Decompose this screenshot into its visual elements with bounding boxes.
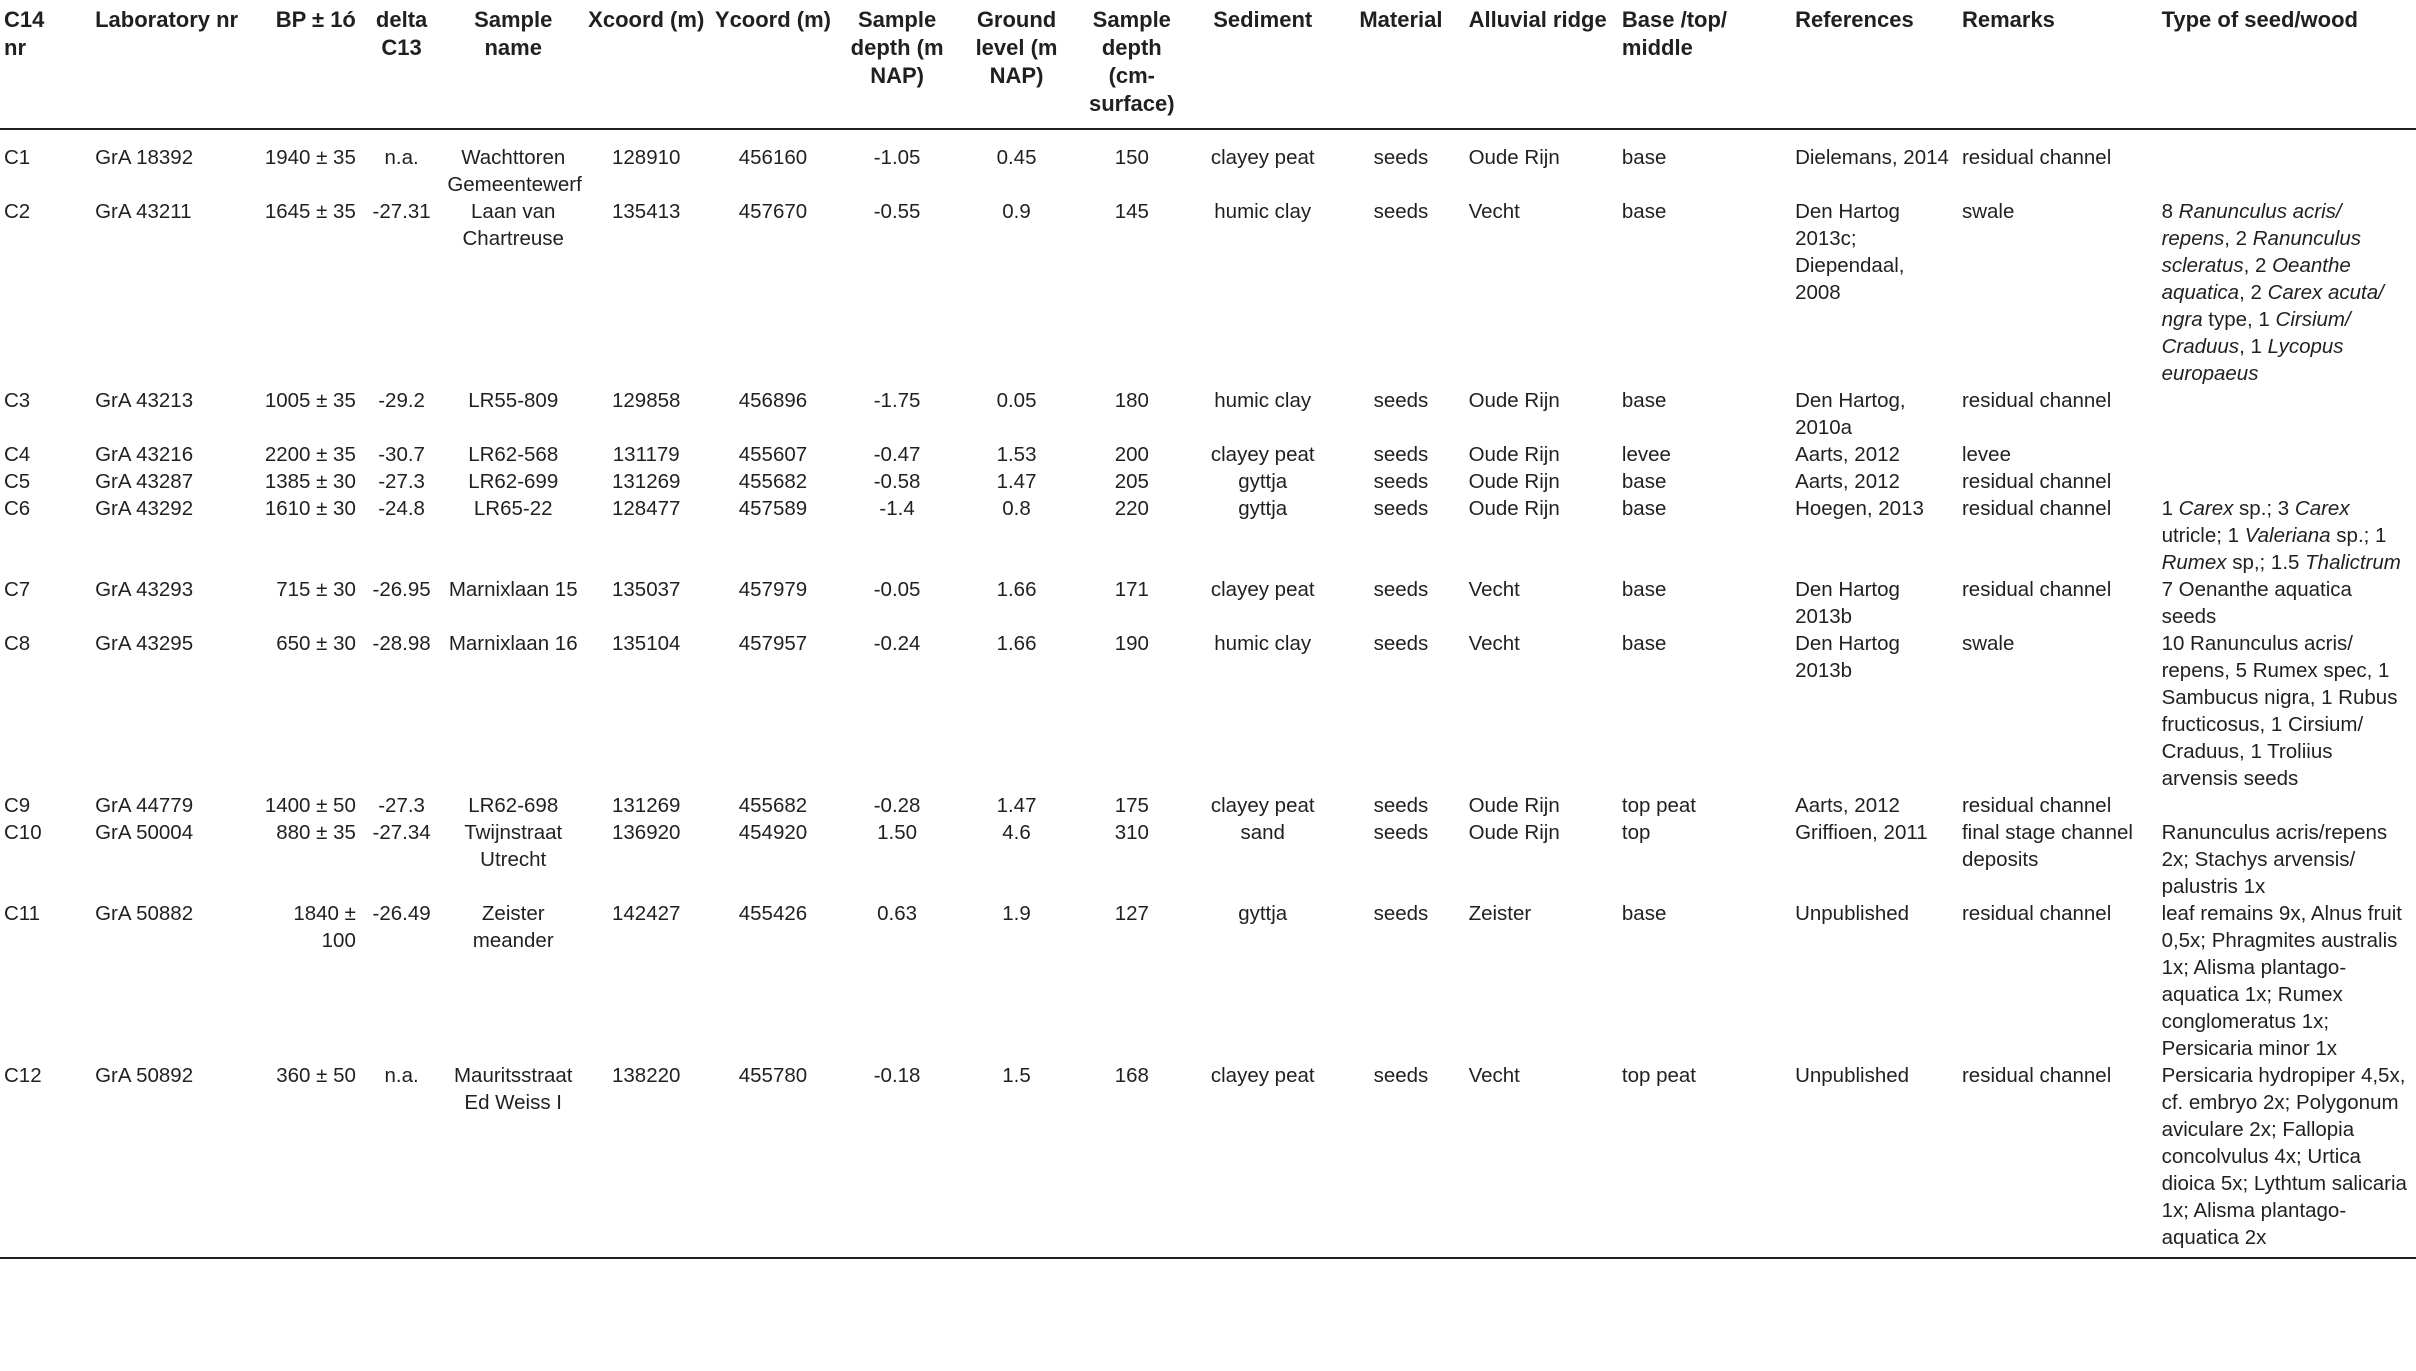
cell-c14-nr: C12: [4, 1064, 42, 1087]
cell-xcoord: 136920: [612, 821, 681, 844]
cell-sample-name: LR65-22: [473, 497, 553, 520]
cell-ground-level: 1.47: [996, 794, 1037, 817]
cell-ycoord: 457670: [738, 200, 808, 223]
cell-sample-name: LR62-568: [468, 443, 559, 466]
header-material: Material: [1359, 7, 1443, 32]
cell-sample-name: Mauritsstraat Ed Weiss I: [453, 1064, 573, 1114]
cell-sample-depth-nap: -0.28: [873, 794, 921, 817]
cell-sample-depth-nap: -0.18: [873, 1064, 921, 1087]
table-row: [0, 495, 2416, 576]
cell-sample-depth-nap: -0.58: [873, 470, 921, 493]
table-row: [0, 630, 2416, 792]
cell-sediment: sand: [1240, 821, 1285, 844]
cell-alluvial-ridge: Vecht: [1468, 632, 1520, 655]
cell-sample-name: Marnixlaan 15: [448, 578, 578, 601]
cell-laboratory-nr: GrA 18392: [95, 146, 194, 169]
cell-material: seeds: [1373, 821, 1429, 844]
cell-laboratory-nr: GrA 43292: [95, 497, 194, 520]
cell-sediment: humic clay: [1214, 200, 1312, 223]
cell-alluvial-ridge: Zeister: [1468, 902, 1532, 925]
cell-type-of-seed: Persicaria hydropiper 4,5x, cf. embryo 2x; Polygonum aviculare 2x; Fallopia concolvulus 4x; Urtica dioica 5x; Lythtum salicaria 1x; Alisma plantago-aquatica 2x: [2161, 1064, 2407, 1249]
cell-material: seeds: [1373, 200, 1429, 223]
cell-sediment: clayey peat: [1210, 1064, 1315, 1087]
cell-references: Den Hartog 2013b: [1795, 632, 1900, 682]
cell-ground-level: 4.6: [1002, 821, 1031, 844]
cell-alluvial-ridge: Oude Rijn: [1468, 443, 1560, 466]
table-row: [0, 1062, 2416, 1258]
cell-alluvial-ridge: Oude Rijn: [1468, 794, 1560, 817]
cell-sediment: gyttja: [1238, 470, 1288, 493]
cell-base-top-middle: top peat: [1621, 1064, 1696, 1087]
cell-sample-depth-cm: 168: [1114, 1064, 1149, 1087]
cell-sediment: gyttja: [1238, 497, 1288, 520]
cell-references: Dielemans, 2014: [1795, 146, 1949, 169]
cell-remarks: residual channel: [1961, 578, 2112, 601]
cell-type-of-seed: 1 Carex sp.; 3 Carex utricle; 1 Valeriana sp.; 1 Rumex sp,; 1.5 Thalictrum: [2161, 497, 2401, 574]
header-ground-level: Ground level (m NAP): [975, 7, 1058, 88]
cell-type-of-seed: [2142, 129, 2416, 198]
cell-remarks: residual channel: [1961, 497, 2112, 520]
cell-c14-nr: C4: [4, 443, 31, 466]
cell-references: Griffioen, 2011: [1795, 821, 1928, 844]
cell-xcoord: 129858: [612, 389, 681, 412]
cell-sample-depth-nap: -0.55: [873, 200, 921, 223]
cell-type-of-seed: [2142, 441, 2416, 468]
cell-material: seeds: [1373, 902, 1429, 925]
cell-ycoord: 455780: [738, 1064, 808, 1087]
cell-laboratory-nr: GrA 50882: [95, 902, 194, 925]
cell-laboratory-nr: GrA 44779: [95, 794, 194, 817]
table-row: [0, 576, 2416, 630]
cell-ground-level: 1.53: [996, 443, 1037, 466]
cell-remarks: residual channel: [1961, 1064, 2112, 1087]
cell-c14-nr: C5: [4, 470, 31, 493]
cell-base-top-middle: top peat: [1621, 794, 1696, 817]
cell-references: Den Hartog, 2010a: [1795, 389, 1906, 439]
cell-xcoord: 128477: [612, 497, 681, 520]
cell-bp: 1840 ± 100: [293, 902, 356, 952]
cell-ground-level: 1.66: [996, 578, 1037, 601]
cell-references: Den Hartog 2013c; Diependaal, 2008: [1795, 200, 1905, 304]
cell-material: seeds: [1373, 389, 1429, 412]
cell-bp: 1400 ± 50: [264, 794, 356, 817]
cell-references: Hoegen, 2013: [1795, 497, 1924, 520]
cell-remarks: residual channel: [1961, 389, 2112, 412]
cell-sediment: clayey peat: [1210, 146, 1315, 169]
cell-c14-nr: C3: [4, 389, 31, 412]
cell-ground-level: 1.5: [1002, 1064, 1031, 1087]
table-row: [0, 900, 2416, 1062]
cell-remarks: swale: [1961, 632, 2015, 655]
cell-sample-depth-cm: 190: [1114, 632, 1149, 655]
cell-base-top-middle: levee: [1621, 443, 1671, 466]
cell-material: seeds: [1373, 470, 1429, 493]
cell-bp: 880 ± 35: [276, 821, 356, 844]
cell-laboratory-nr: GrA 43211: [95, 200, 192, 223]
cell-material: seeds: [1373, 146, 1429, 169]
cell-laboratory-nr: GrA 50892: [95, 1064, 194, 1087]
cell-sample-name: LR55-809: [468, 389, 559, 412]
cell-sample-name: Zeister meander: [472, 902, 554, 952]
cell-laboratory-nr: GrA 43216: [95, 443, 194, 466]
cell-ycoord: 456160: [738, 146, 808, 169]
cell-references: Aarts, 2012: [1795, 794, 1900, 817]
cell-ground-level: 1.47: [996, 470, 1037, 493]
cell-c14-nr: C10: [4, 821, 42, 844]
cell-references: Den Hartog 2013b: [1795, 578, 1900, 628]
header-remarks: Remarks: [1961, 7, 2055, 32]
cell-laboratory-nr: GrA 50004: [95, 821, 194, 844]
cell-sample-depth-nap: -0.24: [873, 632, 921, 655]
cell-ground-level: 0.8: [1002, 497, 1031, 520]
cell-remarks: residual channel: [1961, 470, 2112, 493]
header-base-top-middle: Base /top/ middle: [1621, 7, 1728, 60]
cell-alluvial-ridge: Oude Rijn: [1468, 146, 1560, 169]
cell-material: seeds: [1373, 578, 1429, 601]
cell-remarks: final stage channel deposits: [1961, 821, 2133, 871]
cell-delta-c13: -27.3: [378, 470, 425, 493]
header-xcoord: Xcoord (m): [588, 7, 705, 32]
cell-ycoord: 457957: [738, 632, 808, 655]
cell-remarks: residual channel: [1961, 902, 2112, 925]
cell-sample-depth-nap: 0.63: [877, 902, 918, 925]
cell-sediment: clayey peat: [1210, 578, 1315, 601]
cell-sample-depth-cm: 310: [1114, 821, 1149, 844]
cell-material: seeds: [1373, 632, 1429, 655]
table-row: [0, 468, 2416, 495]
cell-delta-c13: -29.2: [378, 389, 425, 412]
cell-sediment: clayey peat: [1210, 794, 1315, 817]
table-row: [0, 387, 2416, 441]
header-sample-depth-nap: Sample depth (m NAP): [850, 7, 944, 88]
header-alluvial-ridge: Alluvial ridge: [1468, 7, 1607, 32]
cell-sample-name: Laan van Chartreuse: [462, 200, 564, 250]
cell-sample-depth-cm: 171: [1114, 578, 1149, 601]
cell-laboratory-nr: GrA 43295: [95, 632, 194, 655]
cell-type-of-seed: [2142, 387, 2416, 441]
cell-base-top-middle: top: [1621, 821, 1651, 844]
cell-ground-level: 1.9: [1002, 902, 1031, 925]
cell-remarks: residual channel: [1961, 146, 2112, 169]
cell-c14-nr: C9: [4, 794, 31, 817]
cell-sample-name: LR62-699: [468, 470, 559, 493]
cell-sample-name: Twijnstraat Utrecht: [464, 821, 563, 871]
cell-ground-level: 0.9: [1002, 200, 1031, 223]
cell-bp: 715 ± 30: [276, 578, 356, 601]
cell-sample-name: Wachttoren Gemeentewerf: [447, 146, 582, 196]
cell-type-of-seed: leaf remains 9x, Alnus fruit 0,5x; Phragmites australis 1x; Alisma plantago-aquatica 1x; Rumex conglomeratus 1x; Persicaria minor 1x: [2161, 902, 2402, 1060]
cell-sample-name: Marnixlaan 16: [448, 632, 578, 655]
cell-sample-depth-nap: -1.4: [879, 497, 915, 520]
cell-sample-depth-nap: 1.50: [877, 821, 918, 844]
cell-alluvial-ridge: Oude Rijn: [1468, 497, 1560, 520]
cell-ycoord: 455682: [738, 794, 808, 817]
cell-material: seeds: [1373, 1064, 1429, 1087]
cell-ycoord: 456896: [738, 389, 808, 412]
cell-remarks: levee: [1961, 443, 2011, 466]
cell-c14-nr: C2: [4, 200, 31, 223]
header-references: References: [1795, 7, 1914, 32]
cell-alluvial-ridge: Oude Rijn: [1468, 821, 1560, 844]
cell-bp: 650 ± 30: [276, 632, 356, 655]
cell-bp: 1610 ± 30: [264, 497, 356, 520]
cell-c14-nr: C6: [4, 497, 31, 520]
cell-xcoord: 135413: [612, 200, 681, 223]
cell-delta-c13: -27.31: [372, 200, 431, 223]
cell-delta-c13: -27.34: [372, 821, 431, 844]
cell-sample-depth-cm: 127: [1114, 902, 1149, 925]
cell-alluvial-ridge: Vecht: [1468, 578, 1520, 601]
cell-laboratory-nr: GrA 43213: [95, 389, 194, 412]
cell-base-top-middle: base: [1621, 632, 1667, 655]
cell-delta-c13: n.a.: [384, 146, 419, 169]
cell-delta-c13: -28.98: [372, 632, 431, 655]
cell-type-of-seed: [2142, 792, 2416, 819]
table-row: [0, 198, 2416, 387]
cell-type-of-seed: Ranunculus acris/repens 2x; Stachys arvensis/ palustris 1x: [2161, 821, 2388, 898]
cell-material: seeds: [1373, 794, 1429, 817]
cell-bp: 1005 ± 35: [264, 389, 356, 412]
cell-bp: 1645 ± 35: [264, 200, 356, 223]
table-row: [0, 129, 2416, 198]
cell-ground-level: 0.45: [996, 146, 1037, 169]
cell-type-of-seed: 7 Oenanthe aquatica seeds: [2161, 578, 2352, 628]
cell-laboratory-nr: GrA 43287: [95, 470, 194, 493]
cell-base-top-middle: base: [1621, 389, 1667, 412]
header-bp: BP ± 1ó: [275, 7, 356, 32]
cell-ycoord: 454920: [738, 821, 808, 844]
cell-sample-depth-nap: -1.05: [873, 146, 921, 169]
cell-bp: 1940 ± 35: [264, 146, 356, 169]
cell-sediment: gyttja: [1238, 902, 1288, 925]
cell-sample-depth-cm: 145: [1114, 200, 1149, 223]
header-c14-nr: C14 nr: [4, 7, 45, 60]
cell-type-of-seed: [2142, 468, 2416, 495]
cell-delta-c13: -24.8: [378, 497, 425, 520]
header-sediment: Sediment: [1213, 7, 1313, 32]
header-type-of-seed: Type of seed/wood: [2161, 7, 2358, 32]
cell-sediment: clayey peat: [1210, 443, 1315, 466]
cell-references: Aarts, 2012: [1795, 470, 1900, 493]
cell-laboratory-nr: GrA 43293: [95, 578, 194, 601]
cell-ycoord: 455426: [738, 902, 808, 925]
cell-references: Unpublished: [1795, 902, 1910, 925]
cell-xcoord: 135037: [612, 578, 681, 601]
cell-bp: 360 ± 50: [276, 1064, 356, 1087]
cell-sediment: humic clay: [1214, 389, 1312, 412]
cell-sample-depth-cm: 175: [1114, 794, 1149, 817]
header-laboratory-nr: Laboratory nr: [95, 7, 239, 32]
cell-sample-depth-nap: -1.75: [873, 389, 921, 412]
cell-c14-nr: C7: [4, 578, 31, 601]
cell-sample-depth-nap: -0.05: [873, 578, 921, 601]
table-row: [0, 441, 2416, 468]
cell-type-of-seed: 8 Ranunculus acris/ repens, 2 Ranunculus scleratus, 2 Oeanthe aquatica, 2 Carex acuta/ ngra type, 1 Cirsium/ Craduus, 1 Lycopus europaeus: [2161, 200, 2384, 385]
cell-xcoord: 131179: [612, 443, 680, 466]
cell-xcoord: 131269: [612, 794, 681, 817]
cell-alluvial-ridge: Vecht: [1468, 200, 1520, 223]
cell-c14-nr: C8: [4, 632, 31, 655]
cell-alluvial-ridge: Oude Rijn: [1468, 470, 1560, 493]
cell-delta-c13: n.a.: [384, 1064, 419, 1087]
cell-xcoord: 142427: [612, 902, 681, 925]
header-ycoord: Ycoord (m): [714, 7, 832, 32]
cell-references: Unpublished: [1795, 1064, 1910, 1087]
header-sample-depth-cm: Sample depth (cm-surface): [1089, 7, 1175, 116]
cell-sample-depth-cm: 205: [1114, 470, 1149, 493]
cell-type-of-seed: 10 Ranunculus acris/ repens, 5 Rumex spec, 1 Sambucus nigra, 1 Rubus fructicosus, 1 Cirsium/ Craduus, 1 Troliius arvensis seeds: [2161, 632, 2398, 790]
cell-sample-depth-cm: 150: [1114, 146, 1149, 169]
cell-base-top-middle: base: [1621, 578, 1667, 601]
cell-base-top-middle: base: [1621, 902, 1667, 925]
cell-sample-depth-cm: 200: [1114, 443, 1149, 466]
cell-ground-level: 0.05: [996, 389, 1037, 412]
header-delta-c13: delta C13: [375, 7, 428, 60]
cell-base-top-middle: base: [1621, 470, 1667, 493]
cell-sample-depth-cm: 180: [1114, 389, 1149, 412]
cell-material: seeds: [1373, 497, 1429, 520]
cell-ycoord: 457589: [738, 497, 808, 520]
cell-remarks: residual channel: [1961, 794, 2112, 817]
cell-ycoord: 457979: [738, 578, 808, 601]
cell-ycoord: 455607: [738, 443, 808, 466]
cell-references: Aarts, 2012: [1795, 443, 1900, 466]
cell-delta-c13: -26.95: [372, 578, 431, 601]
cell-bp: 2200 ± 35: [264, 443, 356, 466]
cell-xcoord: 135104: [612, 632, 681, 655]
cell-base-top-middle: base: [1621, 146, 1667, 169]
cell-delta-c13: -30.7: [378, 443, 425, 466]
cell-c14-nr: C1: [4, 146, 31, 169]
cell-base-top-middle: base: [1621, 497, 1667, 520]
cell-ycoord: 455682: [738, 470, 808, 493]
cell-remarks: swale: [1961, 200, 2015, 223]
cell-material: seeds: [1373, 443, 1429, 466]
cell-ground-level: 1.66: [996, 632, 1037, 655]
cell-c14-nr: C11: [4, 902, 41, 925]
cell-xcoord: 128910: [612, 146, 681, 169]
cell-alluvial-ridge: Oude Rijn: [1468, 389, 1560, 412]
cell-sediment: humic clay: [1214, 632, 1312, 655]
cell-bp: 1385 ± 30: [264, 470, 356, 493]
table-row: [0, 792, 2416, 819]
table-row: [0, 819, 2416, 900]
cell-delta-c13: -26.49: [372, 902, 431, 925]
cell-xcoord: 131269: [612, 470, 681, 493]
cell-alluvial-ridge: Vecht: [1468, 1064, 1520, 1087]
cell-base-top-middle: base: [1621, 200, 1667, 223]
cell-sample-name: LR62-698: [468, 794, 559, 817]
cell-delta-c13: -27.3: [378, 794, 425, 817]
cell-xcoord: 138220: [612, 1064, 681, 1087]
cell-sample-depth-nap: -0.47: [873, 443, 921, 466]
header-row: [0, 0, 2416, 129]
header-sample-name: Sample name: [474, 7, 553, 60]
cell-sample-depth-cm: 220: [1114, 497, 1149, 520]
